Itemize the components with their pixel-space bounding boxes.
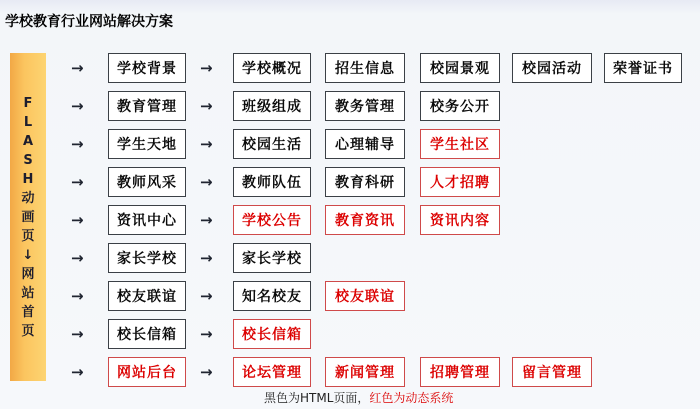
arrow-icon: → xyxy=(200,249,213,267)
child-node: 招生信息 xyxy=(325,53,405,83)
flow-row xyxy=(0,243,700,273)
child-node: 学生社区 xyxy=(420,129,500,159)
sidebar-char: 页 xyxy=(21,323,35,339)
child-node: 校长信箱 xyxy=(233,319,311,349)
arrow-icon: → xyxy=(200,97,213,115)
child-node: 教育资讯 xyxy=(325,205,405,235)
flow-row xyxy=(0,53,700,83)
child-node: 校园景观 xyxy=(420,53,500,83)
arrow-icon: → xyxy=(71,173,84,191)
sidebar-char: H xyxy=(22,171,34,187)
parent-node: 资讯中心 xyxy=(108,205,186,235)
arrow-icon: → xyxy=(71,211,84,229)
sidebar-char: 网 xyxy=(21,266,35,282)
parent-node: 学校背景 xyxy=(108,53,186,83)
parent-node: 校长信箱 xyxy=(108,319,186,349)
arrow-icon: → xyxy=(200,135,213,153)
parent-node: 教师风采 xyxy=(108,167,186,197)
child-node: 学校概况 xyxy=(233,53,311,83)
arrow-icon: → xyxy=(71,249,84,267)
child-node: 留言管理 xyxy=(512,357,592,387)
sidebar-char: F xyxy=(23,95,33,111)
arrow-icon: → xyxy=(71,59,84,77)
arrow-icon: → xyxy=(71,97,84,115)
sidebar-char: A xyxy=(22,133,34,149)
sidebar-char: 站 xyxy=(21,285,35,301)
flow-row xyxy=(0,281,700,311)
sidebar-char: S xyxy=(23,152,33,168)
arrow-icon: → xyxy=(71,287,84,305)
arrow-icon: → xyxy=(200,173,213,191)
child-node: 荣誉证书 xyxy=(604,53,682,83)
parent-node: 学生天地 xyxy=(108,129,186,159)
child-node: 学校公告 xyxy=(233,205,311,235)
child-node: 教师队伍 xyxy=(233,167,311,197)
arrow-icon: → xyxy=(71,135,84,153)
arrow-icon: → xyxy=(71,363,84,381)
child-node: 教育科研 xyxy=(325,167,405,197)
child-node: 班级组成 xyxy=(233,91,311,121)
child-node: 知名校友 xyxy=(233,281,311,311)
sidebar-char: 首 xyxy=(21,304,35,320)
arrow-icon: → xyxy=(71,325,84,343)
child-node: 教务管理 xyxy=(325,91,405,121)
flow-row xyxy=(0,91,700,121)
parent-node: 教育管理 xyxy=(108,91,186,121)
sidebar-char: 动 xyxy=(21,190,35,206)
flow-row xyxy=(0,167,700,197)
legend-html-label: 黑色为HTML页面， xyxy=(264,391,370,405)
flow-row xyxy=(0,205,700,235)
child-node: 人才招聘 xyxy=(420,167,500,197)
arrow-icon: → xyxy=(200,59,213,77)
legend xyxy=(264,389,453,406)
parent-node: 家长学校 xyxy=(108,243,186,273)
child-node: 校友联谊 xyxy=(325,281,405,311)
flow-row xyxy=(0,319,700,349)
arrow-icon: → xyxy=(200,287,213,305)
arrow-icon: → xyxy=(200,325,213,343)
child-node: 资讯内容 xyxy=(420,205,500,235)
child-node: 校园生活 xyxy=(233,129,311,159)
down-arrow-icon: ↓ xyxy=(22,247,34,263)
child-node: 校园活动 xyxy=(512,53,592,83)
child-node: 家长学校 xyxy=(233,243,311,273)
child-node: 论坛管理 xyxy=(233,357,311,387)
legend-dynamic-label: 红色为动态系统 xyxy=(369,391,454,405)
child-node: 招聘管理 xyxy=(420,357,500,387)
parent-node: 校友联谊 xyxy=(108,281,186,311)
arrow-icon: → xyxy=(200,363,213,381)
child-node: 新闻管理 xyxy=(325,357,405,387)
page-title: 学校教育行业网站解决方案 xyxy=(5,14,173,30)
sidebar-char: 画 xyxy=(21,209,35,225)
flow-row xyxy=(0,129,700,159)
sidebar-char: 页 xyxy=(21,228,35,244)
sidebar-char: L xyxy=(23,114,33,130)
child-node: 校务公开 xyxy=(420,91,500,121)
parent-node: 网站后台 xyxy=(108,357,186,387)
child-node: 心理辅导 xyxy=(325,129,405,159)
flow-row xyxy=(0,357,700,387)
arrow-icon: → xyxy=(200,211,213,229)
